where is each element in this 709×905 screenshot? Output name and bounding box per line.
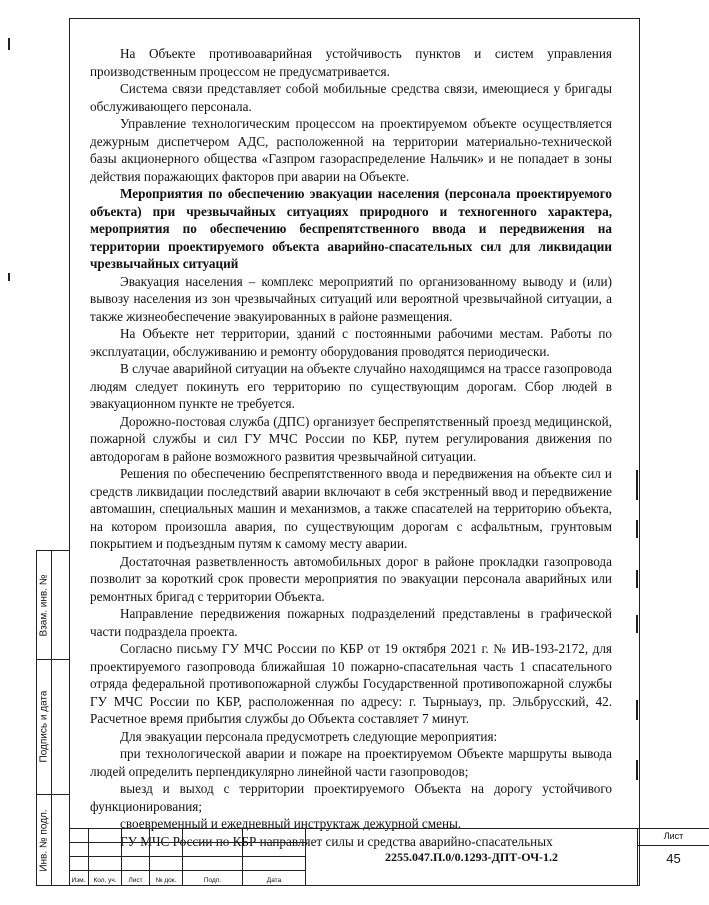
section-heading: Мероприятия по обеспечению эвакуации населения (персонала проектируемого объекта) при чрезвычайных ситуациях природного и техногенного характера, мероприятия по обеспечению беспрепятственного ввода и передвижения на территории проектируемого объекта аварийно-спасательных сил для ликвидации чрезвычайных ситуаций (90, 186, 612, 271)
paragraph: На Объекте противоаварийная устойчивость пунктов и систем управления производственным процессом не предусматривается. (90, 46, 612, 79)
sidebar-label-column (37, 551, 52, 885)
paragraph: Дорожно-постовая служба (ДПС) организует беспрепятственный проезд медицинской, пожарной службы и сил ГУ МЧС России по КБР, путем регулирования движения по автодорогам в районе возможного развития чрезвычайной ситуации. (90, 413, 612, 464)
sidebar-cell-podpis (37, 659, 51, 795)
scan-mark (8, 38, 10, 50)
scan-mark (636, 760, 638, 780)
stamp-col-dok: № док. (150, 828, 183, 886)
paragraph: Направление передвижения пожарных подразделений представлены в графической части подраздела проекта. (90, 606, 612, 639)
list-item: при технологической аварии и пожаре на проектируемом Объекте маршруты вывода людей определить перпендикулярно линейной части газопроводов; (90, 746, 612, 779)
list-item: выезд и выход с территории проектируемого Объекта на дорогу устойчивого функционирования; (90, 781, 612, 814)
stamp-col-izm: Изм. (69, 828, 89, 886)
list-item: своевременный и ежедневный инструктаж дежурной смены. (120, 816, 462, 831)
scan-mark (636, 470, 638, 500)
inv-label: Инв. № подл. (38, 809, 50, 872)
podpis-label: Подпись и дата (38, 690, 50, 763)
document-code: 2255.047.П.0/0.1293-ДПТ-ОЧ-1.2 (306, 828, 637, 886)
scan-mark (636, 700, 638, 720)
scan-mark (636, 570, 638, 588)
paragraph: Управление технологическим процессом на проектируемом объекте осуществляется дежурным диспетчером АДС, расположенной на территории материально-технической базы акционерного общества «Газпром газораспределение Нальчик» и не попадает в зоны действия поражающих факторов при аварии на Объекте. (90, 116, 612, 184)
scan-mark (636, 615, 638, 633)
approval-sidebar (36, 550, 69, 886)
scan-mark (8, 273, 10, 281)
sheet-number: 45 (666, 851, 681, 866)
paragraph: Система связи представляет собой мобильные средства связи, имеющиеся у бригады обслуживающего персонала. (90, 81, 612, 114)
sheet-label: Лист (638, 831, 709, 846)
paragraph: Решения по обеспечению беспрепятственного ввода и передвижения на объекте сил и средств ликвидации последствий аварии включают в себя экстренный ввод и передвижение автомашин, специальных машин и механизмов, а также спасателей на территорию объекта, на котором произошла авария, по существующим дорогам с асфальтным, грунтовым покрытием и подъездным путям к самому месту аварии. (90, 466, 612, 551)
paragraph: Для эвакуации персонала предусмотреть следующие мероприятия: (120, 728, 498, 744)
stamp-col-list: Лист (122, 828, 150, 886)
vzam-label: Взам. инв. № (38, 574, 50, 636)
document-body (90, 45, 612, 850)
stamp-rows (69, 828, 306, 886)
paragraph: Достаточная разветвленность автомобильных дорог в районе прокладки газопровода позволит за короткий срок провести мероприятия по эвакуации персонала аварийных или ремонтных бригад с территории Объекта. (90, 553, 612, 604)
paragraph: ГУ МЧС России по КБР направляет силы и средства аварийно-спасательных (120, 833, 553, 849)
paragraph: В случае аварийной ситуации на объекте случайно находящимся на трассе газопровода людям следует покинуть его территорию по существующим дорогам. Сбор людей в эвакуационном пункте не требуется. (90, 361, 612, 411)
stamp-col-kol: Кол. уч. (89, 828, 122, 886)
sidebar-cell-inv (37, 794, 51, 887)
stamp-col-data: Дата (243, 828, 306, 886)
sidebar-cell-vzam (37, 551, 51, 660)
title-block (69, 828, 684, 886)
scan-mark (636, 520, 638, 538)
paragraph: На Объекте нет территории, зданий с постоянными рабочими местам. Работы по эксплуатации, обслуживанию и ремонту оборудования проводятся периодически. (90, 326, 612, 359)
paragraph: Эвакуация населения – комплекс мероприятий по организованному выводу и (или) вывозу населения из зон чрезвычайных ситуаций или вероятной чрезвычайной ситуации, а также жизнеобеспечение эвакуированных в районе размещения. (90, 273, 612, 324)
sidebar-value-column (51, 551, 70, 885)
sheet-box (637, 828, 709, 886)
stamp-col-podp: Подп. (183, 828, 243, 886)
paragraph: Согласно письму ГУ МЧС России по КБР от 19 октября 2021 г. № ИВ-193-2172, для проектируемого газопровода ближайшая 10 пожарно-спасательная часть 1 спасательного отряда федеральной противопожарной службы Государственной противопожарной службы ГУ МЧС России по КБР, расположенная по адресу: г. Тырныауз, пр. Эльбрусский, 42. Расчетное время прибытия службы до Объекта составляет 7 минут. (90, 641, 612, 726)
